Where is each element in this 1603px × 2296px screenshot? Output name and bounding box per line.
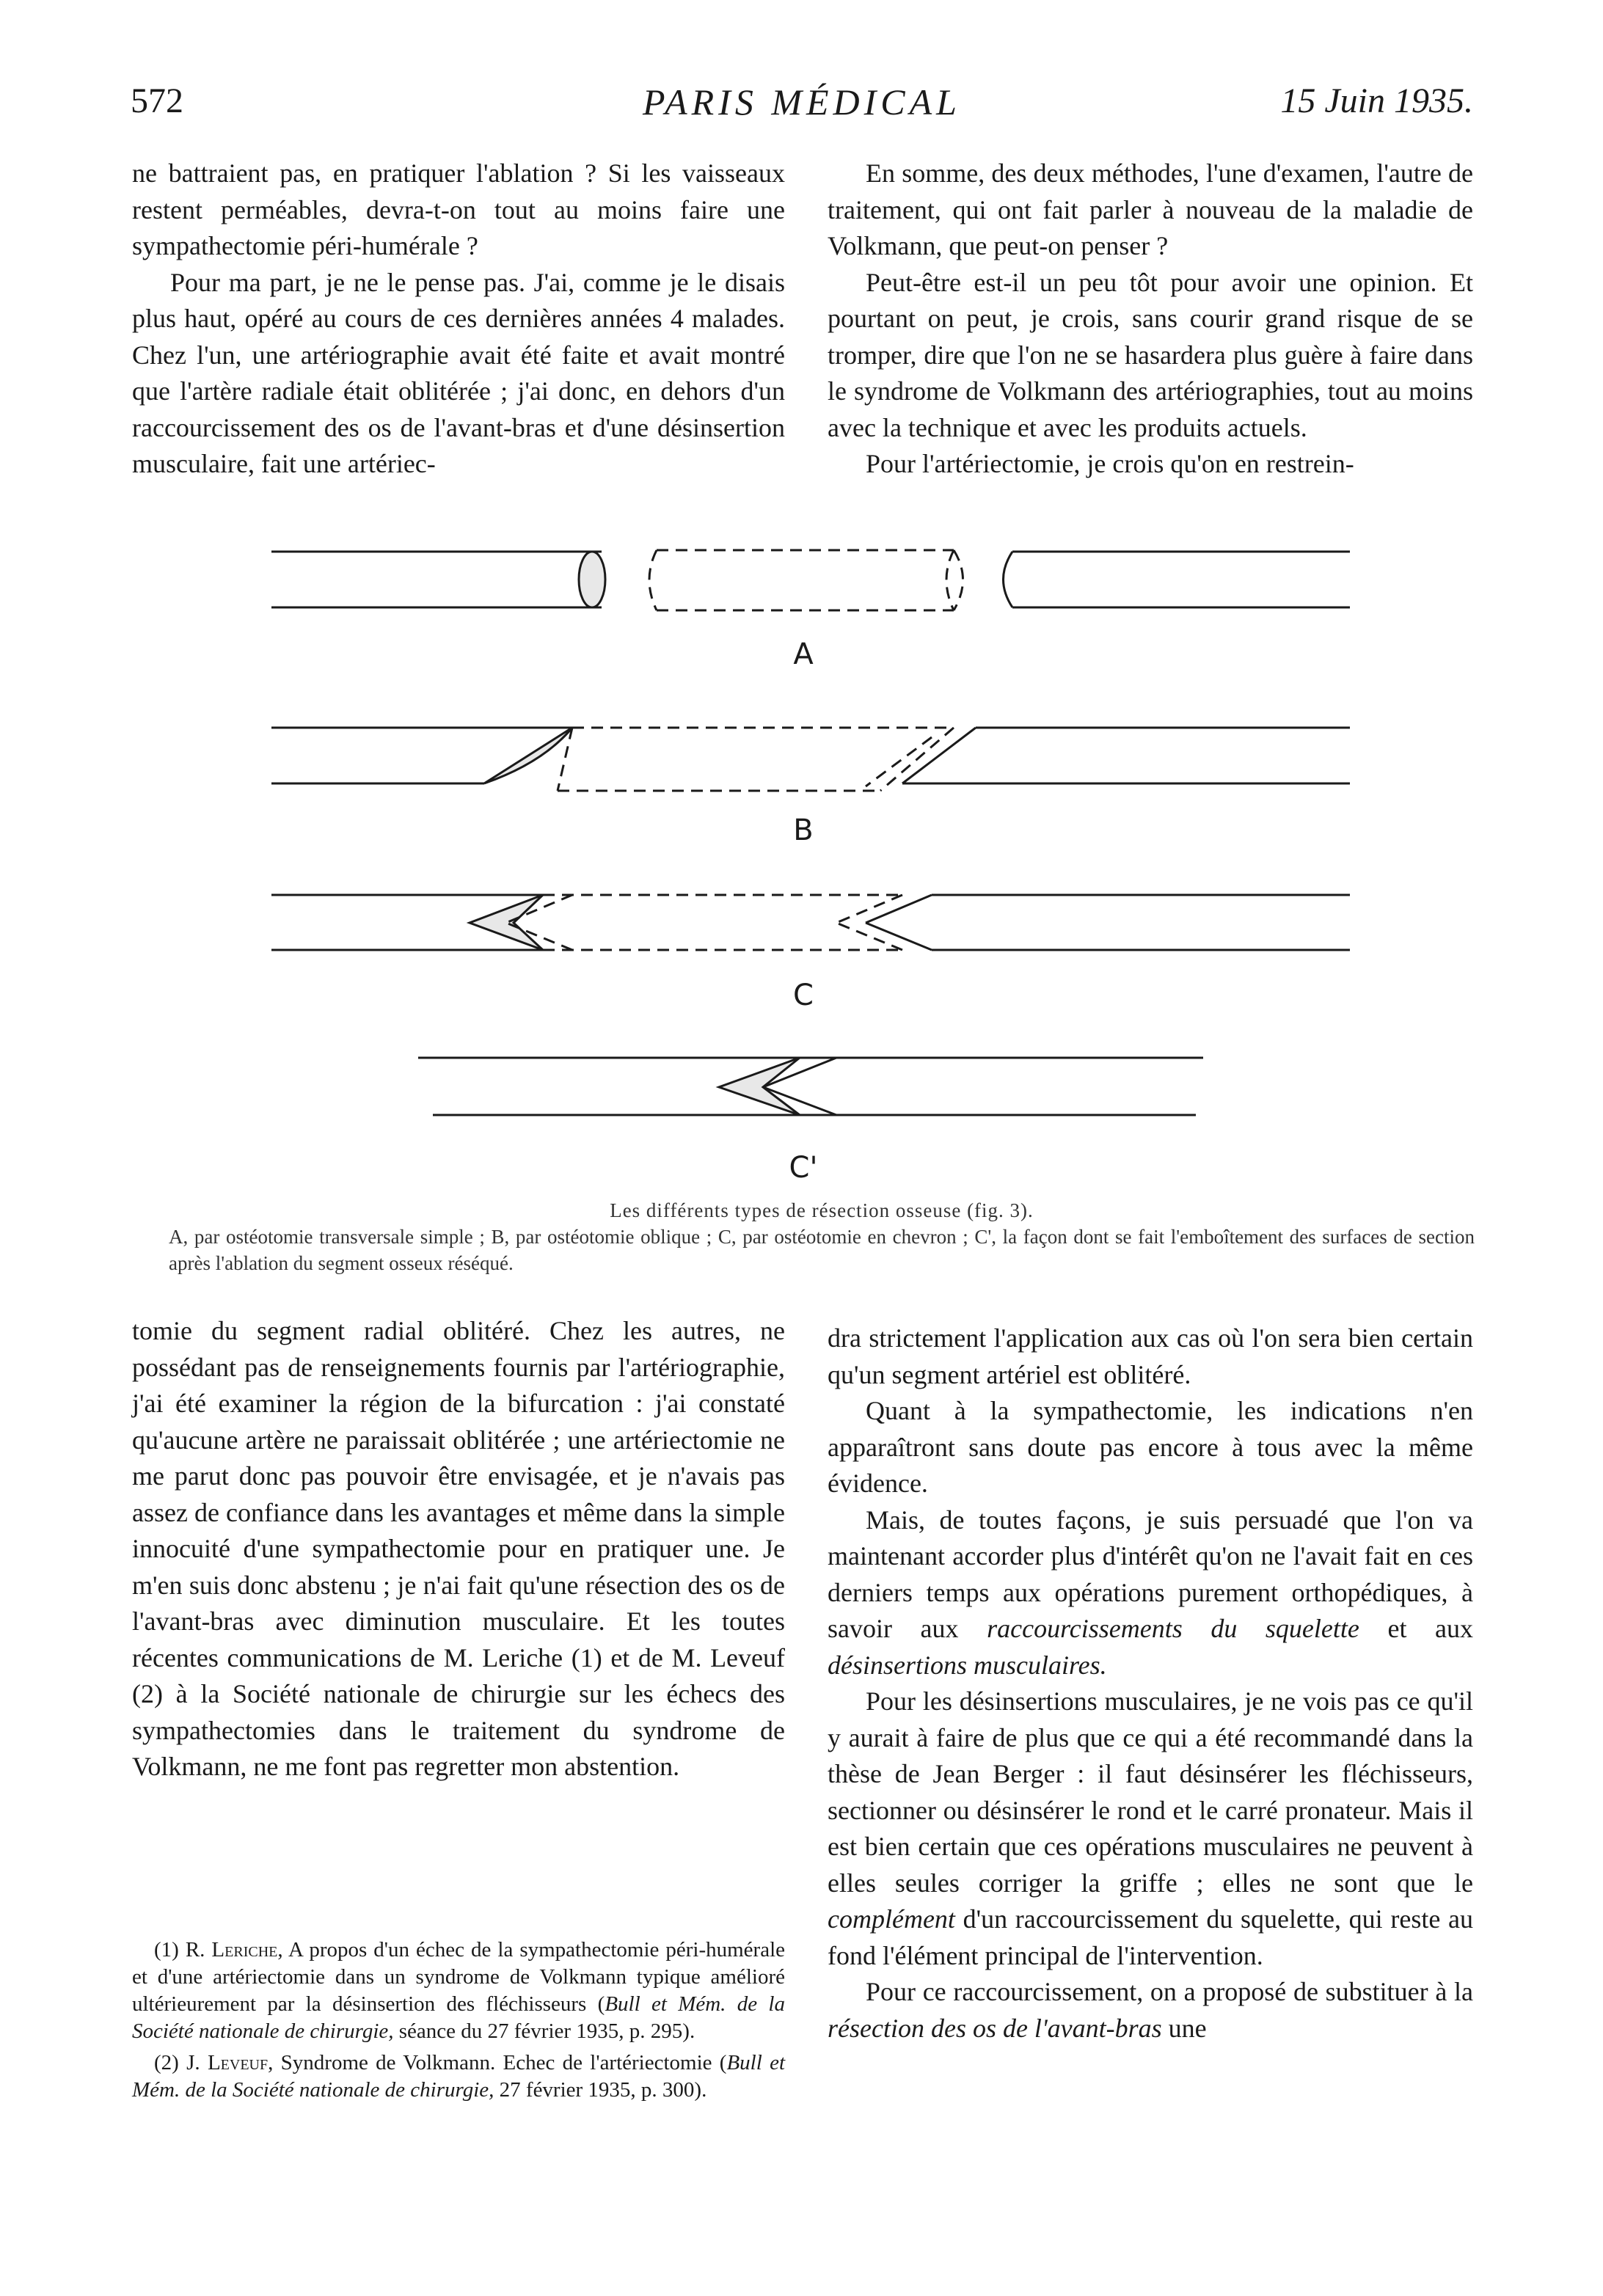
footnote-end: 27 février 1935, p. 300). [499,2078,707,2102]
paragraph [828,1502,1473,1684]
paragraph [828,1683,1473,1974]
column-bottom-right [828,1320,1473,2047]
label-c-prime: C' [789,1151,818,1185]
footnote-author: J. Leveuf, [186,2051,274,2074]
emphasis: résection des os de l'avant-bras [828,2013,1162,2043]
footnote-2 [132,2050,785,2104]
osteotomy-figure [249,528,1365,1188]
column-top-left [132,156,785,483]
paragraph: Peut-être est-il un peu tôt pour avoir une opinion. Et pourtant on peut, je crois, sans courir grand risque de se tromper, dire que l'on ne se hasardera plus guère à faire dans le syndrome de Volkmann des artériographies, tout au moins avec la technique et avec les produits actuels. [828,267,1473,442]
caption-body: A, par ostéotomie transversale simple ; B, par ostéotomie oblique ; C, par ostéotomie en chevron ; C', la façon dont se fait l'emboîtement des surfaces de section après l'ablation du segment osseux réséqué. [169,1226,1475,1274]
paragraph: Quant à la sympathectomie, les indications n'en apparaîtront sans doute pas encore à tous avec la même évidence. [828,1396,1473,1498]
issue-date: 15 Juin 1935. [1280,81,1473,120]
diagram-a [271,550,1350,610]
footnote-end: séance du 27 février 1935, p. 295). [398,2019,695,2043]
paragraph: Pour ma part, je ne le pense pas. J'ai, comme je le disais plus haut, opéré au cours de ces dernières années 4 malades. Chez l'un, une artériographie avait été faite et avait montré que l'artère radiale était oblitérée ; j'ai donc, en dehors d'un raccourcissement des os de l'avant-bras et d'une désinsertion musculaire, fait une artériec- [132,267,785,478]
footnote-number: (2) [154,2051,179,2074]
emphasis: désinsertions musculaires. [828,1650,1107,1680]
paragraph [828,1974,1473,2047]
label-a: A [793,637,814,671]
text-run: et aux [1387,1614,1474,1643]
footnote-text: A propos d'un échec de la sympathectomie péri-humérale et d'une artériectomie dans un syndrome de Volkmann typique amélioré ultérieurement par la désinsertion des fléchisseurs ( [132,1938,785,2016]
label-b: B [793,814,814,847]
page-number: 572 [131,81,183,120]
footnote-author: R. Leriche, [185,1938,283,1962]
caption-title: Les différents types de résection osseuse (fig. 3). [610,1199,1034,1221]
column-top-right [828,156,1473,483]
footnote-text: Syndrome de Volkmann. Echec de l'artériectomie ( [280,2051,727,2074]
figure-caption [169,1197,1475,1276]
emphasis: complément [828,1904,955,1934]
footnote-journal: Bull et Mém. de la Société nationale de chirurgie, [132,1992,785,2043]
figure-drawing [249,528,1365,1188]
footnote-1 [132,1937,785,2045]
paragraph: Pour l'artériectomie, je crois qu'on en restrein- [866,449,1354,478]
text-run: d'un raccourcissement du squelette, qui reste au fond l'élément principal de l'intervention. [828,1904,1473,1970]
paragraph: tomie du segment radial oblitéré. Chez les autres, ne possédant pas de renseignements fournis par l'artériographie, j'ai été examiner la région de la bifurcation : j'ai constaté qu'aucune artère ne paraissait oblitérée ; une artériectomie ne me parut donc pas pouvoir être envisagée, et je n'avais pas assez de confiance dans les avantages et même dans la simple innocuité d'une sympathectomie pour en pratiquer une. Je m'en suis donc abstenu ; je n'ai fait qu'une résection des os de l'avant-bras avec diminution musculaire. Et les toutes récentes communications de M. Leriche (1) et de M. Leveuf (2) à la Société nationale de chirurgie sur les échecs des sympathectomies dans le traitement du syndrome de Volkmann, ne me font pas regretter mon abstention. [132,1316,785,1781]
emphasis: raccourcissements du squelette [987,1614,1359,1643]
text-run: Pour les désinsertions musculaires, je ne vois pas ce qu'il y aurait à faire de plus que ce qui a été recommandé dans la thèse de Jean Berger : il faut désinsérer les fléchisseurs, sectionner ou désinsérer le rond et le carré pronateur. Mais il est bien certain que ces opérations musculaires ne peuvent à elles seules corriger la griffe ; elles ne sont que le [828,1686,1473,1898]
diagram-c [271,895,1350,950]
footnote-journal: Bull et Mém. de la Société nationale de chirurgie, [132,2051,786,2102]
diagram-b [271,728,1350,791]
diagram-c-prime [418,1058,1203,1115]
text-run: une [1168,2013,1207,2043]
running-header [131,81,1473,139]
footnotes [132,1937,785,2108]
paragraph: En somme, des deux méthodes, l'une d'examen, l'autre de traitement, qui ont fait parler à nouveau de la maladie de Volkmann, que peut-on penser ? [828,158,1473,260]
paragraph: dra strictement l'application aux cas où l'on sera bien certain qu'un segment artériel est oblitéré. [828,1323,1473,1389]
column-bottom-left [132,1313,785,1785]
footnote-number: (1) [154,1938,179,1962]
label-c: C [793,979,814,1012]
text-run: Pour ce raccourcissement, on a proposé de substituer à la [866,1977,1473,2006]
journal-title: PARIS MÉDICAL [643,81,961,123]
text-run: Mais, de toutes façons, je suis persuadé que l'on va maintenant accorder plus d'intérêt qu'on ne l'avait fait en ces derniers temps aux opérations purement orthopédiques, à savoir aux [828,1505,1473,1643]
paragraph: ne battraient pas, en pratiquer l'ablation ? Si les vaisseaux restent perméables, devra-t-on tout au moins faire une sympathectomie péri-humérale ? [132,158,785,260]
